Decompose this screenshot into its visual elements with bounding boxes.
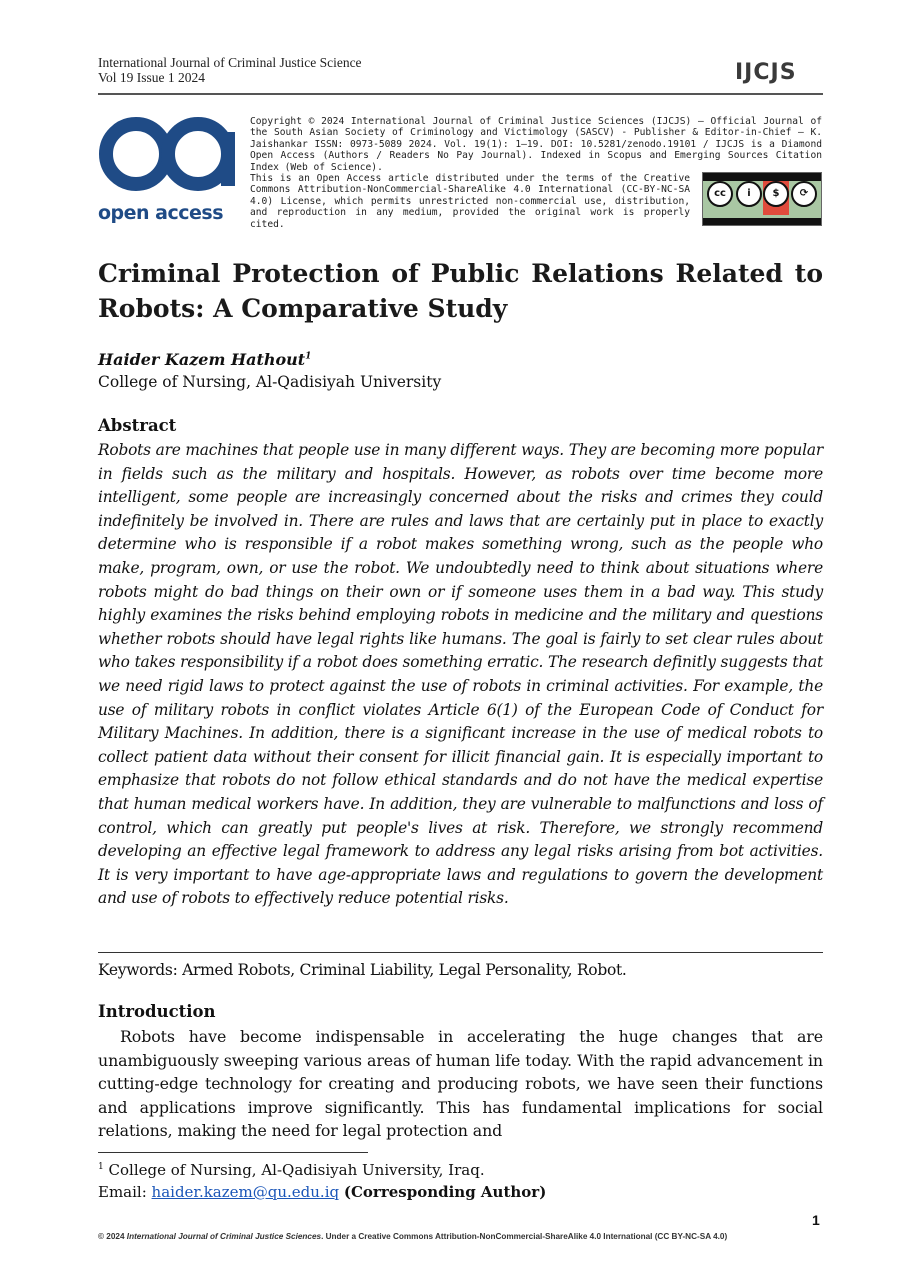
cc-license-badge [702, 172, 822, 226]
footnote-divider [98, 1152, 368, 1153]
footer-copyright [98, 1232, 727, 1241]
abstract-text: Robots are machines that people use in many different ways. They are becoming more popular in fields such as the military and hospitals. However, as robots over time become more intelligent, some people are increasingly concerned about the risks and crimes they could indefinitely be involved in. There are rules and laws that are certainly put in place to exactly determine who is responsible if a robot makes something wrong, such as the people who make, program, own, or use the robot. We undoubtedly need to think about situations where robots might do bad things on their own or if someone uses them in a bad way. This study highly examines the risks behind employing robots in medicine and the military and questions whether robots should have legal rights like humans. The goal is fairly to set clear rules about who takes responsibility if a robot does something erratic. The research definitly suggests that we need rigid laws to protect against the use of robots in criminal activities. For example, the use of military robots in conflict violates Article 6(1) of the European Code of Conduct for Military Machines. In addition, there is a significant increase in the use of medical robots to collect patient data without their consent for illicit financial gain. It is especially important to emphasize that robots do not follow ethical standards and do not have the medical expertise that human medical workers have. In addition, they are vulnerable to malfunctions and loss of control, which can greatly put people's lives at risk. Therefore, we strongly recommend developing an effective legal framework to address any legal risks arising from bot activities. It is very important to have age-appropriate laws and regulations to govern the development and use of robots to effectively reduce potential risks. [98, 441, 823, 908]
open-access-text: open access [98, 202, 224, 224]
attribution-icon: i [736, 181, 762, 207]
email-link[interactable]: haider.kazem@qu.edu.iq [151, 1183, 340, 1201]
open-access-icon [98, 112, 238, 202]
footnote-affiliation [98, 1161, 485, 1179]
footnote-marker: 1 [98, 1162, 104, 1172]
introduction-heading: Introduction [98, 1002, 216, 1021]
footer-copyright-prefix: © 2024 [98, 1232, 127, 1241]
email-label: Email: [98, 1183, 152, 1201]
footnote-email [98, 1183, 546, 1201]
author-affiliation: College of Nursing, Al-Qadisiyah University [98, 373, 442, 391]
footnote-affiliation-text: College of Nursing, Al-Qadisiyah University, Iraq. [108, 1161, 485, 1179]
footer-license: . Under a Creative Commons Attribution-NonCommercial-ShareAlike 4.0 International (CC BY-NC-SA 4.0) [321, 1232, 728, 1241]
introduction-text: Robots have become indispensable in accelerating the huge changes that are unambiguously sweeping various areas of human life today. With the rapid advancement in cutting-edge technology for creating and producing robots, we have seen their functions and applications improve significantly. This has fundamental implications for social relations, making the need for legal protection and [98, 1027, 823, 1141]
keywords: Keywords: Armed Robots, Criminal Liability, Legal Personality, Robot. [98, 961, 627, 979]
noncommercial-icon: $ [763, 181, 789, 207]
corresponding-author: (Corresponding Author) [343, 1183, 547, 1201]
journal-logo: IJCJS [735, 60, 797, 85]
footer-journal-name: International Journal of Criminal Justice Sciences [126, 1232, 322, 1241]
header-divider [98, 93, 823, 95]
abstract-heading: Abstract [98, 416, 177, 435]
sharealike-icon: ⟳ [791, 181, 817, 207]
author-name [98, 350, 311, 369]
volume-issue: Vol 19 Issue 1 2024 [98, 70, 206, 85]
page-number: 1 [812, 1212, 820, 1228]
cc-icon: cc [707, 181, 733, 207]
keywords-divider [98, 952, 823, 953]
article-title: Criminal Protection of Public Relations Related to Robots: A Comparative Study [98, 259, 823, 323]
author-footnote-marker: 1 [305, 351, 312, 362]
license-notice: This is an Open Access article distributed under the terms of the Creative Commons Attribution-NonCommercial-ShareAlike 4.0 International (CC-BY-NC-SA 4.0) License, which permits unrestricted non-commercial use, distribution, and reproduction in any medium, provided the original work is properly cited. [250, 173, 690, 230]
open-access-logo [98, 112, 238, 202]
copyright-notice: Copyright © 2024 International Journal of Criminal Justice Sciences (IJCJS) – Official Journal of the South Asian Society of Criminology and Victimology (SASCV) - Publisher & Editor-in-Chief – K. Jaishankar ISSN: 0973-5089 2024. Vol. 19(1): 1–19. DOI: 10.5281/zenodo.19101 / IJCJS is a Diamond Open Access (Authors / Readers No Pay Journal). Indexed in Scopus and Emerging Sources Citation Index (Web of Science). [250, 116, 822, 173]
journal-name: International Journal of Criminal Justice Science [98, 55, 362, 70]
author-name-text: Haider Kazem Hathout [98, 350, 306, 369]
